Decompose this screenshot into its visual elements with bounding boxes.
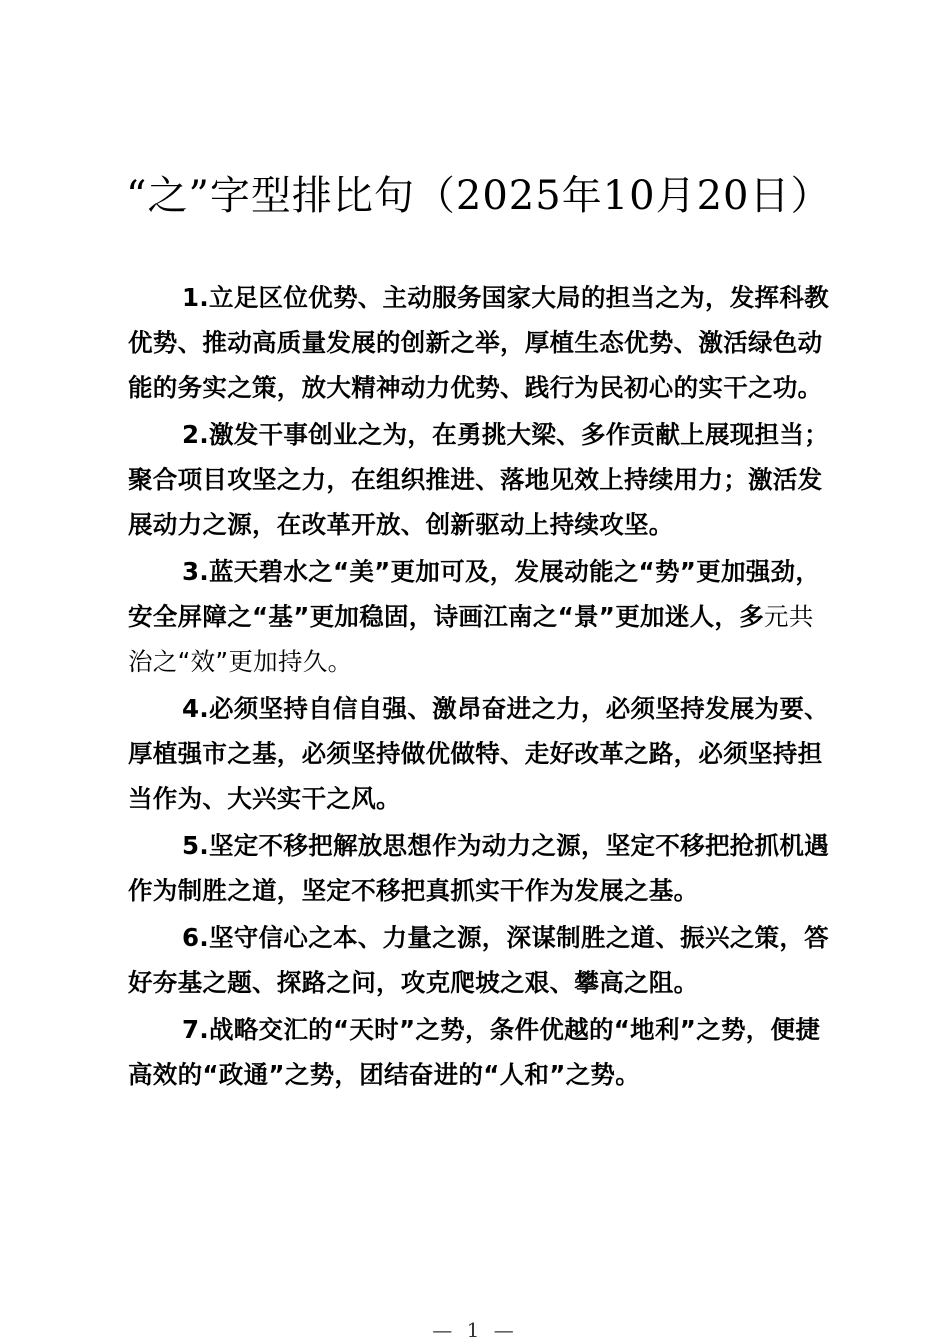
paragraph-3-bold-text: 3.蓝天碧水之“美”更加可及，发展动能之“势”更加强劲，安全屏障之“基”更加稳固，诗画江南之“景”更加迷人，多 (128, 557, 821, 631)
document-body (128, 275, 832, 1099)
document-title: “之”字型排比句（2025年10月20日） (126, 173, 832, 219)
paragraph-3-tail-text: 元共治之“效”更加持久。 (128, 602, 814, 676)
paragraph-7: 7.战略交汇的“天时”之势，条件优越的“地利”之势，便捷高效的“政通”之势，团结奋进的“人和”之势。 (128, 1015, 821, 1089)
paragraph-1: 1.立足区位优势、主动服务国家大局的担当之为，发挥科教优势、推动高质量发展的创新之举，厚植生态优势、激活绿色动能的务实之策，放大精神动力优势、践行为民初心的实干之功。 (128, 283, 829, 402)
paragraph-3 (128, 549, 832, 684)
paragraph-4: 4.必须坚持自信自强、激昂奋进之力，必须坚持发展为要、厚植强市之基，必须坚持做优做特、走好改革之路，必须坚持担当作为、大兴实干之风。 (128, 694, 829, 813)
page-number: — 1 — (432, 1318, 518, 1342)
paragraph-2: 2.激发干事创业之为，在勇挑大梁、多作贡献上展现担当；聚合项目攻坚之力，在组织推进、落地见效上持续用力；激活发展动力之源，在改革开放、创新驱动上持续攻坚。 (128, 420, 829, 539)
paragraph-6: 6.坚守信心之本、力量之源，深谋制胜之道、振兴之策，答好夯基之题、探路之问，攻克爬坡之艰、攀高之阻。 (128, 923, 829, 997)
paragraph-5: 5.坚定不移把解放思想作为动力之源，坚定不移把抢抓机遇作为制胜之道，坚定不移把真抓实干作为发展之基。 (128, 831, 829, 905)
